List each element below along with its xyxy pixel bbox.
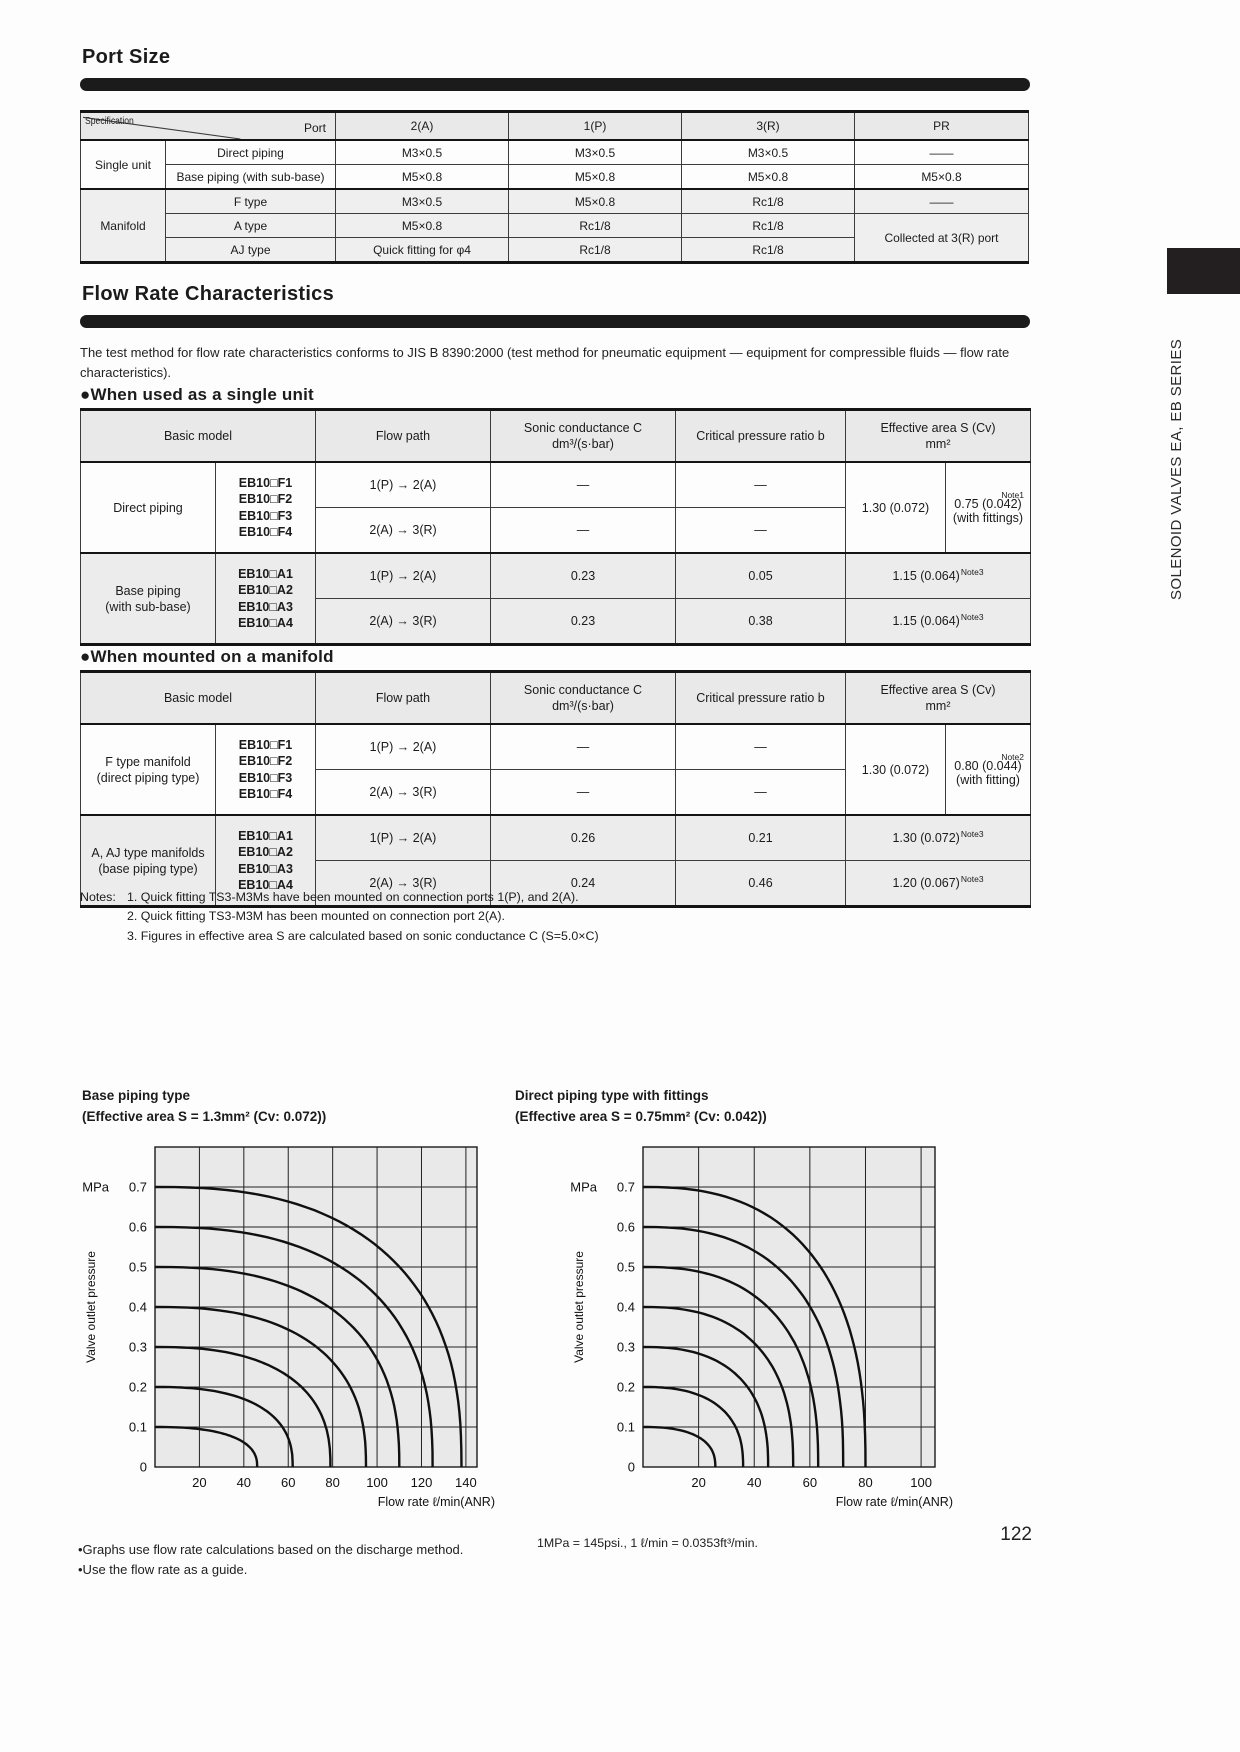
model-code: EB10□F4	[238, 525, 293, 539]
model-code: EB10□F2	[238, 492, 293, 506]
svg-text:20: 20	[192, 1475, 207, 1490]
svg-text:80: 80	[858, 1475, 873, 1490]
chart-subtitle: (Effective area S = 1.3mm² (Cv: 0.072))	[82, 1108, 327, 1124]
hdr-sonic	[491, 672, 676, 725]
section-manifold: ●When mounted on a manifold	[80, 647, 334, 666]
value-cell: M3×0.5	[509, 140, 682, 165]
sidebar-index-tab	[1167, 248, 1240, 294]
svg-text:Valve outlet pressure: Valve outlet pressure	[572, 1251, 586, 1363]
note-tag: Note1	[1001, 490, 1024, 500]
hdr-sonic-line2: dm³/(s·bar)	[552, 437, 614, 451]
svg-text:0.7: 0.7	[616, 1179, 635, 1195]
category-line1: Base piping	[115, 583, 181, 598]
svg-text:Flow rate ℓ/min(ANR): Flow rate ℓ/min(ANR)	[835, 1495, 953, 1509]
divider-bar	[80, 315, 1030, 328]
model-code: EB10□A3	[238, 599, 293, 614]
model-code: EB10□F4	[238, 787, 293, 801]
row-a-type	[81, 214, 1029, 238]
svg-text:0.5: 0.5	[616, 1259, 635, 1275]
sonic-cell: —	[491, 508, 676, 554]
model-code: EB10□F1	[238, 475, 293, 490]
divider-bar	[80, 78, 1030, 91]
footnote-item: •Use the flow rate as a guide.	[78, 1561, 248, 1577]
value-cell: M5×0.8	[682, 165, 855, 190]
svg-text:0.3: 0.3	[128, 1339, 147, 1355]
value-cell: M5×0.8	[336, 165, 509, 190]
effective-sub: (with fitting)	[956, 773, 1020, 787]
flow-path-cell: 2(A) → 3(R)	[316, 861, 491, 907]
svg-text:0.1: 0.1	[128, 1419, 147, 1435]
model-code: EB10□F3	[238, 770, 293, 785]
value-cell: M5×0.8	[336, 214, 509, 238]
effective-value: 1.15 (0.064)	[892, 569, 960, 583]
hdr-effective	[846, 410, 1031, 463]
svg-text:80: 80	[325, 1475, 340, 1490]
row-direct-piping	[81, 140, 1029, 165]
corner-port-label: Port	[303, 121, 326, 135]
svg-text:100: 100	[910, 1475, 932, 1490]
flow-path-cell: 1(P) → 2(A)	[316, 462, 491, 508]
row-base-1	[81, 553, 1031, 599]
row-base-piping	[81, 165, 1029, 190]
effective-cell	[846, 861, 1031, 907]
category-line1: F type manifold	[105, 754, 191, 769]
manifold-table	[80, 670, 1031, 908]
type-cell: AJ type	[166, 238, 336, 263]
model-code: EB10□F3	[238, 508, 293, 523]
col-PR: PR	[855, 112, 1029, 141]
svg-text:0.4: 0.4	[128, 1299, 147, 1315]
effective-left-cell: 1.30 (0.072)	[846, 462, 946, 553]
sonic-cell: 0.23	[491, 553, 676, 599]
hdr-sonic	[491, 410, 676, 463]
single-unit-table	[80, 408, 1031, 646]
critical-cell: 0.21	[676, 815, 846, 861]
row-direct-1	[81, 462, 1031, 508]
type-cell: Direct piping	[166, 140, 336, 165]
flow-table-header-row	[81, 672, 1031, 725]
critical-cell: 0.38	[676, 599, 846, 645]
flow-path-cell: 1(P) → 2(A)	[316, 553, 491, 599]
flow-chart-direct-piping	[548, 1130, 968, 1530]
effective-right-cell	[946, 724, 1031, 815]
group-single-unit: Single unit	[81, 140, 166, 189]
note-item: 3. Figures in effective area S are calculated based on sonic conductance C (S=5.0×C)	[127, 928, 599, 943]
effective-sub: (with fittings)	[952, 511, 1024, 525]
hdr-eff-line1: Effective area S (Cv)	[880, 421, 996, 435]
model-code: EB10□F1	[238, 737, 293, 752]
model-code: EB10□A4	[238, 616, 293, 630]
svg-text:40: 40	[747, 1475, 762, 1490]
section-single-unit: ●When used as a single unit	[80, 385, 314, 404]
effective-value: 1.15 (0.064)	[892, 614, 960, 628]
svg-text:0.6: 0.6	[128, 1219, 147, 1235]
hdr-sonic-line2: dm³/(s·bar)	[552, 699, 614, 713]
category-line1: Direct piping	[113, 500, 183, 515]
effective-value: 0.75 (0.042)	[954, 497, 1022, 511]
effective-value: 1.30 (0.072)	[892, 831, 960, 845]
model-code: EB10□A2	[238, 583, 293, 597]
category-f-type-manifold	[81, 724, 216, 815]
svg-text:0: 0	[139, 1459, 147, 1475]
value-cell: M3×0.5	[336, 140, 509, 165]
category-base-piping	[81, 553, 216, 645]
chart-subtitle: (Effective area S = 0.75mm² (Cv: 0.042))	[515, 1108, 767, 1124]
chart-title: Direct piping type with fittings	[515, 1088, 709, 1103]
category-direct-piping	[81, 462, 216, 553]
note-tag: Note2	[1001, 752, 1024, 762]
svg-text:MPa: MPa	[570, 1179, 597, 1195]
note-tag: Note3	[960, 611, 984, 622]
row-f-type	[81, 189, 1029, 214]
hdr-eff-line1: Effective area S (Cv)	[880, 683, 996, 697]
hdr-flow-path: Flow path	[316, 410, 491, 463]
value-cell: Rc1/8	[509, 238, 682, 263]
svg-text:60: 60	[281, 1475, 296, 1490]
note-item: 1. Quick fitting TS3-M3Ms have been mounted on connection ports 1(P), and 2(A).	[127, 890, 579, 904]
flow-chart-base-piping	[60, 1130, 500, 1530]
col-3R: 3(R)	[682, 112, 855, 141]
value-cell: M3×0.5	[336, 189, 509, 214]
sonic-cell: 0.26	[491, 815, 676, 861]
flow-path-cell: 2(A) → 3(R)	[316, 599, 491, 645]
effective-value: 1.20 (0.067)	[892, 876, 960, 890]
models-cell	[216, 462, 316, 553]
value-cell-collected: Collected at 3(R) port	[855, 214, 1029, 263]
note-tag: Note3	[960, 828, 984, 839]
col-2A: 2(A)	[336, 112, 509, 141]
hdr-basic-model: Basic model	[81, 410, 316, 463]
value-cell: Rc1/8	[509, 214, 682, 238]
critical-cell: —	[676, 462, 846, 508]
sonic-cell: 0.24	[491, 861, 676, 907]
value-cell: Quick fitting for φ4	[336, 238, 509, 263]
svg-text:0.7: 0.7	[128, 1179, 147, 1195]
sonic-cell: —	[491, 462, 676, 508]
models-cell	[216, 724, 316, 815]
port-table-corner-cell	[81, 112, 336, 141]
notes-label: Notes:	[80, 890, 116, 904]
flow-path-cell: 2(A) → 3(R)	[316, 770, 491, 816]
row-ftype-1	[81, 724, 1031, 770]
page-number: 122	[1000, 1524, 1032, 1545]
svg-text:60: 60	[802, 1475, 818, 1490]
category-line2: (direct piping type)	[96, 770, 200, 785]
hdr-flow-path: Flow path	[316, 672, 491, 725]
svg-text:MPa: MPa	[82, 1179, 109, 1195]
chart-right-title-block	[515, 1086, 767, 1128]
svg-text:0: 0	[627, 1459, 635, 1475]
model-code: EB10□A3	[238, 861, 293, 876]
value-cell: ——	[855, 189, 1029, 214]
critical-cell: —	[676, 508, 846, 554]
critical-cell: —	[676, 770, 846, 816]
value-cell: M5×0.8	[509, 165, 682, 190]
svg-text:Valve outlet pressure: Valve outlet pressure	[84, 1251, 98, 1363]
svg-text:0.4: 0.4	[616, 1299, 635, 1315]
category-line2: (with sub-base)	[105, 599, 191, 614]
group-manifold: Manifold	[81, 189, 166, 263]
value-cell: M5×0.8	[855, 165, 1029, 190]
graph-footnotes	[78, 1540, 463, 1579]
port-size-table	[80, 110, 1029, 264]
model-code: EB10□F2	[238, 754, 293, 768]
corner-spec-label: Specification	[85, 115, 134, 127]
intro-paragraph: The test method for flow rate characteristics conforms to JIS B 8390:2000 (test method for pneumatic equipment — equipment for compressible fluids — flow rate characteristics).	[80, 345, 1010, 380]
critical-cell: —	[676, 724, 846, 770]
value-cell: ——	[855, 140, 1029, 165]
sonic-cell: —	[491, 770, 676, 816]
model-code: EB10□A2	[238, 845, 293, 859]
type-cell: F type	[166, 189, 336, 214]
sonic-cell: 0.23	[491, 599, 676, 645]
svg-text:0.3: 0.3	[616, 1339, 635, 1355]
note-item: 2. Quick fitting TS3-M3M has been mounted on connection port 2(A).	[127, 909, 505, 924]
notes-block	[80, 889, 599, 947]
hdr-critical: Critical pressure ratio b	[676, 410, 846, 463]
flow-path-cell: 2(A) → 3(R)	[316, 508, 491, 554]
unit-conversion-note: 1MPa = 145psi., 1 ℓ/min = 0.0353ft³/min.	[537, 1536, 758, 1550]
hdr-eff-line2: mm²	[925, 437, 951, 451]
model-code: EB10□A1	[238, 828, 293, 843]
flow-path-cell: 1(P) → 2(A)	[316, 724, 491, 770]
svg-text:0.1: 0.1	[616, 1419, 635, 1435]
effective-right-cell	[946, 462, 1031, 553]
svg-text:100: 100	[366, 1475, 388, 1490]
hdr-critical: Critical pressure ratio b	[676, 672, 846, 725]
hdr-basic-model: Basic model	[81, 672, 316, 725]
effective-value: 0.80 (0.044)	[954, 759, 1022, 773]
svg-text:120: 120	[410, 1475, 433, 1490]
row-aaj-1	[81, 815, 1031, 861]
chart-left-title-block	[82, 1086, 326, 1128]
flow-path-cell: 1(P) → 2(A)	[316, 815, 491, 861]
hdr-effective	[846, 672, 1031, 725]
critical-cell: 0.05	[676, 553, 846, 599]
value-cell: Rc1/8	[682, 214, 855, 238]
note-tag: Note3	[960, 873, 984, 884]
effective-cell	[846, 599, 1031, 645]
svg-text:0.5: 0.5	[128, 1259, 147, 1275]
category-line2: (base piping type)	[98, 861, 198, 876]
svg-text:0.2: 0.2	[616, 1379, 635, 1395]
footnote-item: •Graphs use flow rate calculations based on the discharge method.	[78, 1542, 464, 1557]
svg-text:Flow rate ℓ/min(ANR): Flow rate ℓ/min(ANR)	[377, 1495, 495, 1509]
type-cell: A type	[166, 214, 336, 238]
critical-cell: 0.46	[676, 861, 846, 907]
effective-cell	[846, 815, 1031, 861]
hdr-sonic-line1: Sonic conductance C	[523, 421, 643, 435]
model-code: EB10□A4	[238, 878, 293, 892]
col-1P: 1(P)	[509, 112, 682, 141]
type-cell: Base piping (with sub-base)	[166, 165, 336, 190]
model-code: EB10□A1	[238, 566, 293, 581]
sonic-cell: —	[491, 724, 676, 770]
value-cell: Rc1/8	[682, 189, 855, 214]
svg-text:0.2: 0.2	[128, 1379, 147, 1395]
page-title-flow-rate: Flow Rate Characteristics	[82, 283, 335, 305]
svg-text:20: 20	[691, 1475, 706, 1490]
effective-cell	[846, 553, 1031, 599]
chart-title: Base piping type	[82, 1088, 191, 1103]
hdr-eff-line2: mm²	[925, 699, 951, 713]
value-cell: M3×0.5	[682, 140, 855, 165]
page-title-port-size: Port Size	[82, 46, 171, 68]
svg-text:0.6: 0.6	[616, 1219, 635, 1235]
effective-left-cell: 1.30 (0.072)	[846, 724, 946, 815]
flow-table-header-row	[81, 410, 1031, 463]
svg-text:40: 40	[236, 1475, 252, 1490]
hdr-sonic-line1: Sonic conductance C	[523, 683, 643, 697]
value-cell: M5×0.8	[509, 189, 682, 214]
category-line1: A, AJ type manifolds	[91, 845, 205, 860]
value-cell: Rc1/8	[682, 238, 855, 263]
models-cell	[216, 553, 316, 645]
port-table-header-row	[81, 112, 1029, 141]
note-tag: Note3	[960, 566, 984, 577]
sidebar-series-label: SOLENOID VALVES EA, EB SERIES	[1168, 338, 1185, 600]
svg-text:140: 140	[455, 1475, 477, 1490]
